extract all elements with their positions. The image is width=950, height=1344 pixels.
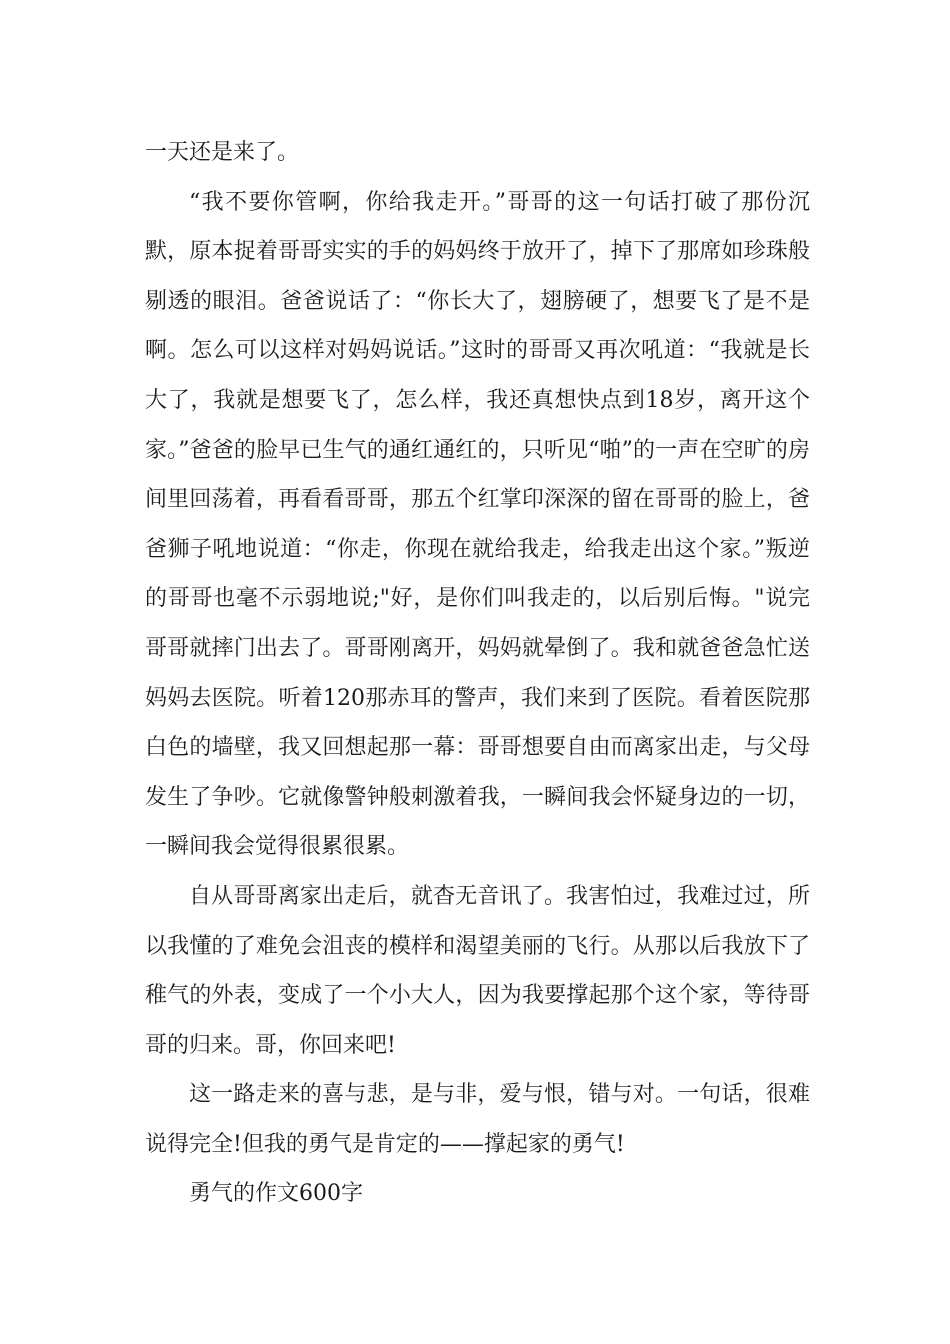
paragraph-conclusion: 这一路走来的喜与悲，是与非，爱与恨，错与对。一句话，很难说得完全!但我的勇气是肯定的——撑起家的勇气! (145, 1082, 810, 1157)
essay-body (145, 128, 810, 1219)
paragraph-argument: “我不要你管啊，你给我走开。”哥哥的这一句话打破了那份沉默，原本捉着哥哥实实的手的妈妈终于放开了，掉下了那席如珍珠般剔透的眼泪。爸爸说话了：“你长大了，翅膀硬了，想要飞了是不是啊。怎么可以这样对妈妈说话。”这时的哥哥又再次吼道：“我就是长大了，我就是想要飞了，怎么样，我还真想快点到18岁，离开这个家。”爸爸的脸早已生气的通红通红的，只听见“啪”的一声在空旷的房间里回荡着，再看看哥哥，那五个红掌印深深的留在哥哥的脸上，爸爸狮子吼地说道：“你走，你现在就给我走，给我走出这个家。”叛逆的哥哥也毫不示弱地说;"好，是你们叫我走的，以后别后悔。"说完哥哥就摔门出去了。哥哥刚离开，妈妈就晕倒了。我和就爸爸急忙送妈妈去医院。听着120那赤耳的警声，我们来到了医院。看着医院那白色的墙壁，我又回想起那一幕：哥哥想要自由而离家出走，与父母发生了争吵。它就像警钟般刺激着我，一瞬间我会怀疑身边的一切，一瞬间我会觉得很累很累。 (145, 189, 810, 860)
next-essay-title: 勇气的作文600字 (189, 1181, 363, 1207)
paragraph-continuation: 一天还是来了。 (145, 140, 300, 165)
paragraph-after-leaving: 自从哥哥离家出走后，就杳无音讯了。我害怕过，我难过过，所以我懂的了难免会沮丧的模样和渴望美丽的飞行。从那以后我放下了稚气的外表，变成了一个小大人，因为我要撑起那个这个家，等待哥哥的归来。哥，你回来吧! (145, 883, 810, 1058)
